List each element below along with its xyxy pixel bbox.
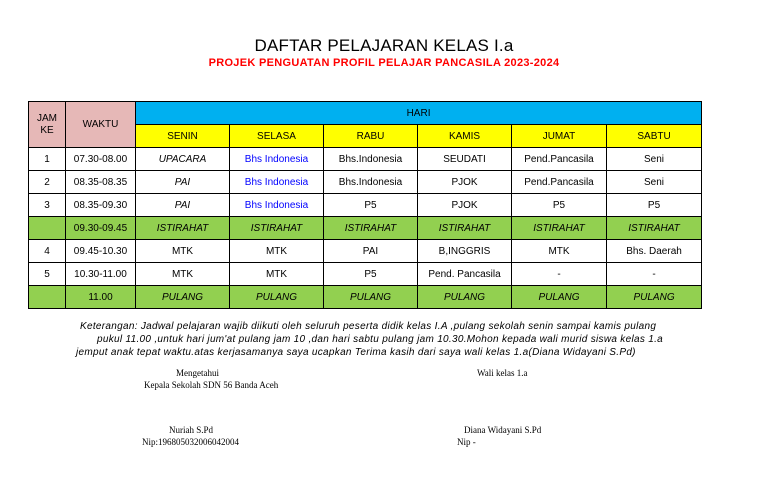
day-header: SELASA bbox=[230, 125, 324, 148]
jam-header-label: JAM KE bbox=[37, 112, 57, 136]
waktu-cell: 08.35-08.35 bbox=[66, 171, 136, 194]
subject-cell: Bhs.Indonesia bbox=[324, 148, 418, 171]
subject-cell: UPACARA bbox=[136, 148, 230, 171]
subject-cell: PJOK bbox=[418, 171, 512, 194]
table-row bbox=[29, 148, 702, 171]
subject-cell: PAI bbox=[324, 240, 418, 263]
table-row bbox=[29, 286, 702, 309]
table-row bbox=[29, 171, 702, 194]
subject-cell: Pend.Pancasila bbox=[512, 148, 607, 171]
document-title: DAFTAR PELAJARAN KELAS I.a bbox=[254, 36, 514, 55]
left-signature-nip: Nip:196805032006042004 bbox=[142, 437, 240, 447]
jam-cell: 4 bbox=[29, 240, 66, 263]
subject-cell: MTK bbox=[512, 240, 607, 263]
subject-cell: P5 bbox=[324, 194, 418, 217]
subject-cell: P5 bbox=[607, 194, 702, 217]
subject-cell: ISTIRAHAT bbox=[418, 217, 512, 240]
jam-cell: 1 bbox=[29, 148, 66, 171]
jam-cell: 3 bbox=[29, 194, 66, 217]
caption-line: jemput anak tepat waktu.atas kerjasamanya saya ucapkan Terima kasih dari saya wali kelas 1.a(Diana Widayani S.Pd) bbox=[76, 347, 636, 358]
caption-line: Keterangan: Jadwal pelajaran wajib diikuti oleh seluruh peserta didik kelas I.A ,pulang sekolah senin sampai kamis pulang bbox=[80, 321, 657, 332]
subject-cell: Bhs.Indonesia bbox=[324, 171, 418, 194]
waktu-cell: 07.30-08.00 bbox=[66, 148, 136, 171]
waktu-cell: 08.35-09.30 bbox=[66, 194, 136, 217]
jam-cell bbox=[29, 286, 66, 309]
right-signature-label: Wali kelas 1.a bbox=[477, 368, 528, 378]
subject-cell: PAI bbox=[136, 194, 230, 217]
right-signature-nip: Nip - bbox=[457, 437, 476, 447]
subject-cell: PULANG bbox=[136, 286, 230, 309]
jam-header bbox=[29, 102, 66, 148]
subject-cell: - bbox=[512, 263, 607, 286]
left-signature-label: Mengetahui bbox=[176, 368, 219, 378]
jam-cell bbox=[29, 217, 66, 240]
left-signature-role: Kepala Sekolah SDN 56 Banda Aceh bbox=[144, 380, 279, 390]
document-subtitle: PROJEK PENGUATAN PROFIL PELAJAR PANCASILA 2023-2024 bbox=[208, 57, 560, 69]
waktu-cell: 09.45-10.30 bbox=[66, 240, 136, 263]
subject-cell: P5 bbox=[512, 194, 607, 217]
day-header: KAMIS bbox=[418, 125, 512, 148]
subject-cell: B,INGGRIS bbox=[418, 240, 512, 263]
subject-cell: PULANG bbox=[418, 286, 512, 309]
subject-cell: Pend.Pancasila bbox=[512, 171, 607, 194]
day-header: SABTU bbox=[607, 125, 702, 148]
subject-cell: Pend. Pancasila bbox=[418, 263, 512, 286]
subject-cell: ISTIRAHAT bbox=[136, 217, 230, 240]
subject-cell: Bhs Indonesia bbox=[230, 171, 324, 194]
subject-cell: PULANG bbox=[230, 286, 324, 309]
subject-cell: - bbox=[607, 263, 702, 286]
subject-cell: Bhs Indonesia bbox=[230, 148, 324, 171]
subject-cell: PAI bbox=[136, 171, 230, 194]
table-row bbox=[29, 263, 702, 286]
subject-cell: Seni bbox=[607, 171, 702, 194]
subject-cell: MTK bbox=[136, 240, 230, 263]
subject-cell: PULANG bbox=[512, 286, 607, 309]
table-row bbox=[29, 240, 702, 263]
day-header: RABU bbox=[324, 125, 418, 148]
hari-header: HARI bbox=[136, 102, 702, 125]
caption-line: pukul 11.00 ,untuk hari jum'at pulang jam 10 ,dan hari sabtu pulang jam 10.30.Mohon kepada wali murid siswa kelas 1.a bbox=[97, 334, 664, 345]
jam-cell: 5 bbox=[29, 263, 66, 286]
subject-cell: PULANG bbox=[324, 286, 418, 309]
subject-cell: MTK bbox=[136, 263, 230, 286]
left-signature-name: Nuriah S.Pd bbox=[169, 425, 214, 435]
subject-cell: Bhs. Daerah bbox=[607, 240, 702, 263]
subject-cell: PULANG bbox=[607, 286, 702, 309]
subject-cell: Seni bbox=[607, 148, 702, 171]
subject-cell: PJOK bbox=[418, 194, 512, 217]
caption-note bbox=[76, 320, 740, 359]
jam-cell: 2 bbox=[29, 171, 66, 194]
waktu-cell: 09.30-09.45 bbox=[66, 217, 136, 240]
subject-cell: ISTIRAHAT bbox=[230, 217, 324, 240]
waktu-cell: 11.00 bbox=[66, 286, 136, 309]
subject-cell: MTK bbox=[230, 263, 324, 286]
table-row bbox=[29, 217, 702, 240]
subject-cell: ISTIRAHAT bbox=[512, 217, 607, 240]
subject-cell: MTK bbox=[230, 240, 324, 263]
right-signature-name: Diana Widayani S.Pd bbox=[464, 425, 542, 435]
subject-cell: Bhs Indonesia bbox=[230, 194, 324, 217]
subject-cell: P5 bbox=[324, 263, 418, 286]
subject-cell: ISTIRAHAT bbox=[607, 217, 702, 240]
subject-cell: SEUDATI bbox=[418, 148, 512, 171]
day-header: JUMAT bbox=[512, 125, 607, 148]
table-row bbox=[29, 194, 702, 217]
waktu-cell: 10.30-11.00 bbox=[66, 263, 136, 286]
subject-cell: ISTIRAHAT bbox=[324, 217, 418, 240]
waktu-header: WAKTU bbox=[66, 102, 136, 148]
day-header: SENIN bbox=[136, 125, 230, 148]
schedule-table bbox=[28, 101, 702, 309]
